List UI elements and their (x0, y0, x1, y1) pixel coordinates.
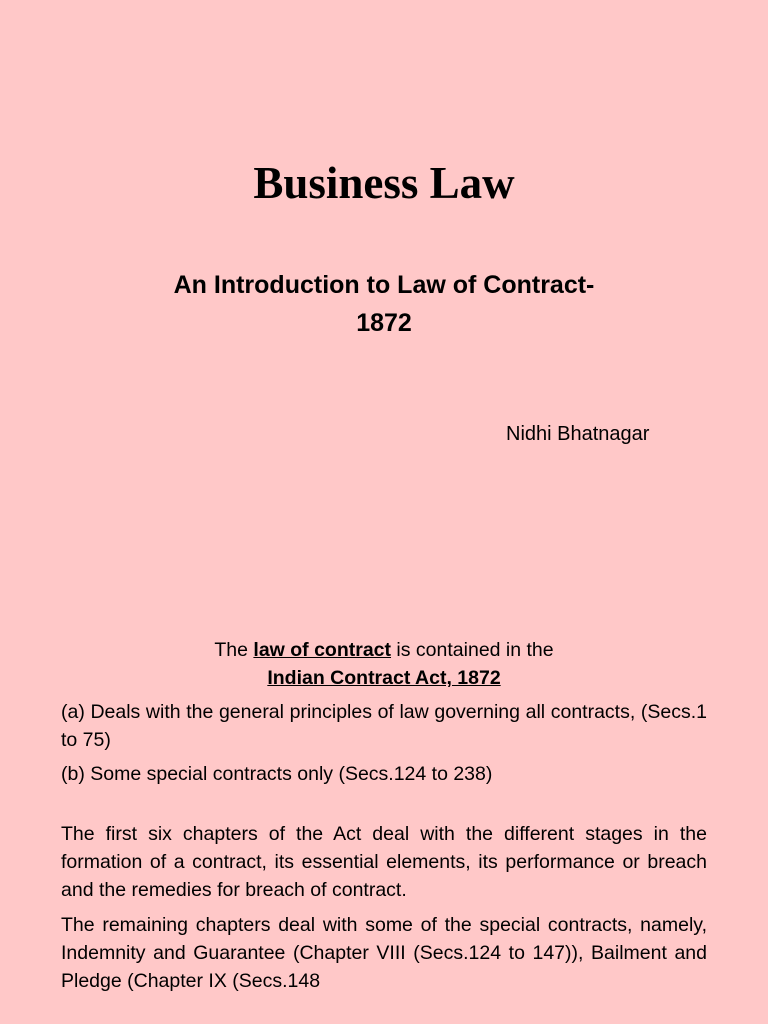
author-name: Nidhi Bhatnagar (506, 423, 650, 445)
slide-subtitle (0, 266, 768, 342)
law-of-contract-emphasis: law of contract (253, 639, 392, 661)
point-a: (a) Deals with the general principles of law governing all contracts, (Secs.1 to 75) (61, 701, 707, 751)
point-b: (b) Some special contracts only (Secs.124 to 238) (61, 763, 493, 785)
subtitle-line-2: 1872 (356, 309, 412, 337)
subtitle-line-1: An Introduction to Law of Contract- (173, 271, 595, 299)
paragraph-first-six-chapters: The first six chapters of the Act deal with the different stages in the formation of a contract, its essential elements, its performance or breach and the remedies for breach of contract. (61, 823, 707, 901)
paragraph-remaining-chapters: The remaining chapters deal with some of the special contracts, namely, Indemnity and Guarantee (Chapter VIII (Secs.124 to 147)), Bailment and Pledge (Chapter IX (Secs.148 (61, 914, 707, 992)
intro-prefix: The (214, 639, 254, 661)
content-slide (61, 636, 707, 995)
act-name-line (61, 664, 707, 692)
act-name: Indian Contract Act, 1872 (267, 667, 501, 689)
slide-title: Business Law (253, 158, 515, 208)
intro-suffix: is contained in the (391, 639, 554, 661)
intro-line (61, 636, 707, 664)
